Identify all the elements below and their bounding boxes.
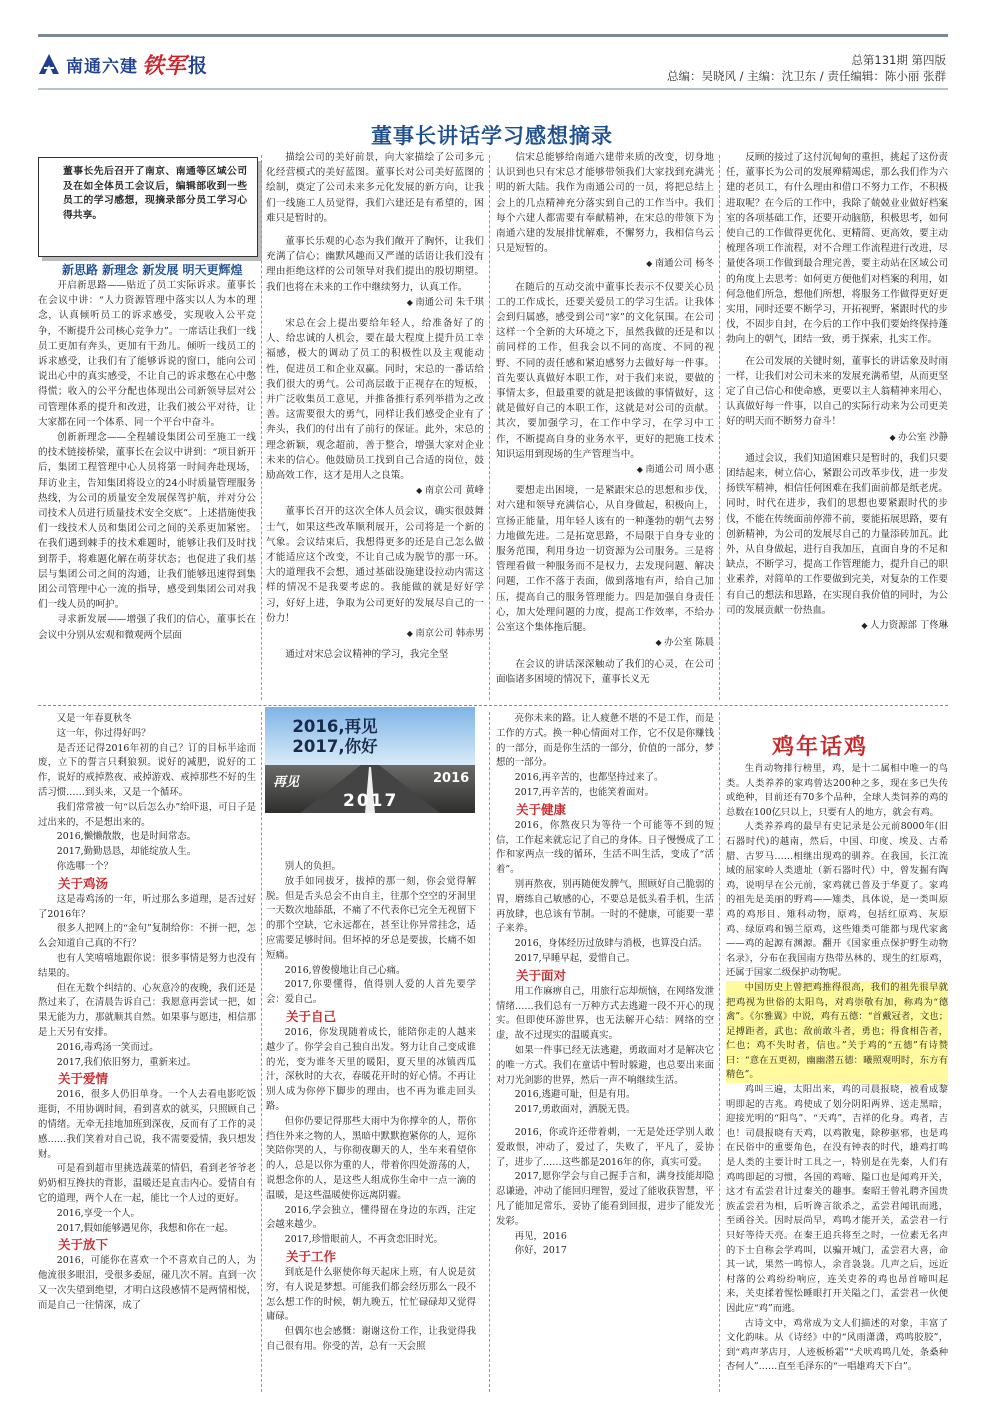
lower-column-4 bbox=[726, 762, 948, 1392]
banner-title-line: 2017,你好 bbox=[292, 737, 378, 756]
byline: ◆ 南京公司 韩赤男 bbox=[266, 626, 484, 641]
masthead-suffix: 报 bbox=[188, 54, 208, 77]
byline: ◆ 南京公司 黄峰 bbox=[266, 483, 484, 498]
paragraph: 你好，2017 bbox=[514, 1245, 567, 1257]
top-rule bbox=[38, 34, 948, 37]
subheading: 新思路 新理念 新发展 明天更辉煌 bbox=[62, 263, 243, 277]
highlighted-paragraph: 中国历史上曾把鸡推得很高，我们的祖先很早就把鸡视为世俗的太阳鸟，对鸡崇敬有加，称鸡为“德禽”。《尔雅翼》中说，鸡有五德：“首戴冠者，文也；足搏距者，武也；敌前敢斗者，勇也；得食相告者，仁也；鸡不失时者，信也。”关于鸡的“五德”有诗赞曰：“意在五更初，幽幽潜五德：曦照观明时，东方有精色”。 bbox=[726, 981, 948, 1083]
column-4 bbox=[726, 150, 948, 702]
paragraph: 这是毒鸡汤的一年，听过那么多道理，是否过好了2016年？ bbox=[38, 893, 256, 920]
column-2 bbox=[266, 150, 484, 700]
paragraph: 但你仍要记得那些大雨中为你撑伞的人，帮你挡住外来之物的人，黑暗中默默抱紧你的人，逗你笑陪你哭的人，与你彻夜聊天的人，坐车来看望你的人，总是以你为重的人，带着你四处游荡的人，说想念你的人，是这些人组成你生命中一点一滴的温暖，是这些温暖使你远离阴霾。 bbox=[266, 1115, 476, 1201]
paragraph: 要想走出困境，一是紧跟宋总的思想和步伐，对六建和领导充满信心，从自身做起，积极向上，宣扬正能量，用年轻人该有的一种蓬勃的朝气去努力地做先进。二是拓宽思路，不局限于自身专业的服务范围，利用身边一切资源为公司服务。三是将管理看做一种服务而不是权力，去发现问题、解决问题，工作不落于表面，做到落地有声，给自己加压，提高自己的服务管理能力。四是加强自身责任心，加大处理问题的力度，提高工作效率，不给办公室这个集体拖后腿。 bbox=[496, 485, 714, 634]
paragraph: 我们常常被一句“以后怎么办”给吓退，可日子是过出来的，不是想出来的。 bbox=[38, 801, 256, 828]
paragraph: 可是看到超市里挑选蔬菜的情侣，看到老爷爷老奶奶相互搀扶的背影，温暖还是直击内心。爱情自有它的道理，两个人在一起，能比一个人过的更好。 bbox=[38, 1163, 256, 1204]
new-year-banner bbox=[265, 707, 475, 813]
byline: ◆ 南通公司 周小惠 bbox=[496, 462, 714, 477]
lower-column-1 bbox=[38, 712, 256, 1392]
paragraph: 2016,曾俊傻地让自己心痛。 bbox=[284, 964, 406, 976]
paragraph: 2016,再辛苦的，也都坚持过来了。 bbox=[514, 772, 664, 784]
paragraph: 这一年，你过得好吗？ bbox=[56, 727, 151, 739]
paragraph: 2016,毒鸡汤一笑而过。 bbox=[56, 1041, 159, 1053]
paragraph: 2017,再辛苦的，也能笑着面对。 bbox=[514, 786, 655, 798]
paragraph: 古诗文中，鸡常成为文人们描述的对象，丰富了文化韵味。从《诗经》中的“风雨潇潇，鸡鸣胶胶”，到“鸡声茅店月，人迹板桥霜”“犬吠鸡鸣几处，条桑种杏何人”……直至毛泽东的“一唱雄鸡天下白”。 bbox=[726, 1317, 948, 1373]
paragraph: 2017,珍惜眼前人，不再贪恋旧时光。 bbox=[284, 1234, 443, 1246]
section-heading: 关于健康 bbox=[516, 801, 567, 817]
issue-number: 总第131期 第四版 bbox=[851, 53, 946, 67]
column-divider bbox=[719, 712, 720, 1392]
paragraph: 别再熬夜，别再随便发脾气，照顾好自己脆弱的胃，磨练自己敏感的心，不要总是低头看手机，生活再放肆，也总该有节制。一时的不健康，可能要一辈子来养。 bbox=[496, 878, 714, 935]
section-title: 鸡年话鸡 bbox=[771, 735, 868, 760]
section-heading: 关于自己 bbox=[286, 1008, 337, 1024]
column-divider bbox=[261, 712, 262, 1392]
intro-box bbox=[38, 157, 258, 257]
byline: ◆ 南通公司 杨冬 bbox=[496, 256, 714, 271]
road-text-left: 再见 bbox=[273, 775, 300, 790]
paragraph: 开启新思路——贴近了员工实际诉求。董事长在会议中讲：“人力资源管理中落实以人为本的理念，认真倾听员工的诉求感受，实现收入公平竞争，不断提升公司核心竞争力”。一席话让我们一线员工更加有奔头，更加有干劲儿。倾听一线员工的诉求感受，让我们有了能够诉说的窗口，能向公司说出心中的真实感受，不让自己的诉求憋在心中憋得慌；收入的公平分配也体现出公司新领导层对公司管理体系的提升和改进，让我们被公平对待，让大家都在同一个体系、同一个平台中奋斗。 bbox=[38, 280, 256, 428]
road-text-year: 2017 bbox=[343, 791, 399, 811]
paragraph: 2017,勇敢面对，洒脱无畏。 bbox=[514, 1104, 636, 1116]
masthead-accent: 铁军 bbox=[142, 52, 187, 79]
masthead bbox=[38, 48, 207, 80]
paragraph: 创新新理念——全程辅设集团公司至施工一线的技术链接桥梁，董事长在会议中讲到：“项目新开后，集团工程管理中心人员将第一时间奔赴现场，拜访业主，告知集团将设立的24小时质量管理服务热线，为公司的质量安全发展保驾护航，并对分公司技术人员进行质量技术安全交底”。上述措施使我们一线技术人员和集团公司之间的关系更加紧密。在我们遇到棘手的技术难题时，能够让我们及时找到帮手，将难题化解在萌芽状态；也促进了我们基层与集团公司之间的沟通，让我们能够迅速得到集团公司管理中心一流的指导，感受到集团公司对我们一线人员的呵护。 bbox=[38, 432, 256, 611]
column-divider bbox=[489, 712, 490, 1392]
paragraph: 鸡叫三遍，太阳出来，鸡的司晨报晓，被看成黎明即起的吉兆。鸡使成了划分阴阳两界、送走黑暗，迎接光明的“阳鸟”、“天鸡”，吉祥的化身。鸡者，吉也！司晨报晓有天鸡，以鸡散鬼，除秽驱邪，也是鸡在民俗中的重要角色，在没有钟表的时代，雄鸡打鸣是人类的主要计时工具之一，特别是在先秦，人们有鸡鸣即起的习惯，各国的鸡啼、隘口也是闻鸡开关，这才有孟尝君计过秦关的趣事。秦昭王曾礼聘齐国贵族孟尝君为相，后听谗言欲杀之，孟尝君闻讯而逃，至函谷关。因时辰尚早，鸡鸣才能开关，孟尝君一行只好等待天亮。在秦王追兵将至之时，一位素无名声的下士自称会学鸡叫，以骗开城门，孟尝君大喜，命其一试，果然一鸣惊人，余音袅袅。几声之后，远近村落的公鸡纷纷响应，连关吏养的鸡也昂首啼叫起来，关吏揉着惺忪睡眼打开关隘之门，孟尝君一伙便因此应“鸡”而逃。 bbox=[726, 1084, 948, 1314]
banner-title bbox=[265, 717, 405, 757]
paragraph: 2016，很多人仍旧单身。一个人去看电影吃饭逛街，不用协调时间，看到喜欢的就买，只照顾自己的情绪。无牵无挂地加班到深夜，反而有了工作的灵感……我们笑着对自己说，我不需要爱情，我只想发财。 bbox=[38, 1089, 256, 1160]
paragraph: 是否还记得2016年初的自己？订的目标半途而废，立下的誓言只剩狼狈。说好的减肥，说好的工作，说好的戒掉熬夜、戒掉游戏、戒掉那些不好的生活习惯……到头来，又是一个循环。 bbox=[38, 742, 256, 798]
section-heading: 关于鸡汤 bbox=[58, 875, 109, 891]
paragraph: 描绘公司的美好前景，向大家描绘了公司多元化经营模式的美好蓝图。董事长对公司美好蓝图的绘制，奠定了公司未来多元化发展的新方向，让我们一线施工人员觉得，我们六建还是有希望的，困难只是暂时的。 bbox=[266, 152, 484, 224]
paragraph: 通过会议，我们知道困难只是暂时的，我们只要团结起来，树立信心，紧跟公司改革步伐，进一步发扬铁军精神，相信任何困难在我们面前都是纸老虎。同时，时代在进步，我们的思想也要紧跟时代的步伐，不能在传统面前停滞不前，要能拓展思路，要有创新精神，为公司的发展尽自己的力量添砖加瓦。此外，从自身做起，进行自我加压，直面自身的不足和缺点，不断学习，提高工作管理能力，提升自己的职业素养，对简单的工作要做到完美，对复杂的工作要有自己的想法和思路，在实现自我价值的同时，为公司的发展贡献一份热血。 bbox=[726, 452, 948, 616]
paragraph: 在公司发展的关键时刻，董事长的讲话象及时雨一样，让我们对公司未来的发展充满希望，从而更坚定了自己信心和使命感，更要以主人翁精神来用心、认真做好每一件事，以自己的实际行动来为公司更美好的明天而不断努力奋斗！ bbox=[726, 355, 948, 428]
paragraph: 2017,我们依旧努力，重新来过。 bbox=[56, 1056, 197, 1068]
paragraph: 在会议的讲话深深触动了我们的心灵，在公司面临诸多困境的情况下，董事长义无 bbox=[496, 658, 714, 685]
paragraph: 2016,懒懒散散，也是时间常态。 bbox=[56, 831, 197, 843]
byline: ◆ 人力资源部 丁佟琳 bbox=[726, 618, 948, 633]
paragraph: 别人的负担。 bbox=[284, 861, 342, 872]
paragraph: 信宋总能够给南通六建带来质的改变，切身地认识到也只有宋总才能够带领我们大家找到充满光明的新大陆。我作为南通公司的一员，将把总结上会上的几点精神充分落实到自己的工作当中。我们每个六建人都需要有奉献精神，在宋总的带领下为南通六建的发展排忧解难，不懈努力，我相信乌云只是短暂的。 bbox=[496, 152, 714, 255]
paragraph: 2016，你发现随着成长，能陪你走的人越来越少了。你学会自己独自出发。努力让自己变成谁的光，变为谁冬天里的暖阳，夏天里的冰镇西瓜汁，深秋时的大衣，春暖花开时的好心情。不再让别人成为你停下脚步的理由，也不再为谁走回头路。 bbox=[266, 1026, 476, 1112]
paragraph: 放手如同拔牙，拔掉的那一刻，你会觉得解脱。但是舌头总会不由自主，往那个空空的牙洞里一天数次地舔舐，不痛了不代表你已完全无视留下的那个空缺，它永远都在，甚至让你异常挂念，适应需要足够时间。但坏掉的牙总是要拔，长痛不如短痛。 bbox=[266, 875, 476, 961]
paragraph: 2017,愿你学会与自己握手言和，满身技能却隐忍谦逊，冲动了能回归理智，爱过了能收获智慧，平凡了能加足常乐，妥协了能看到回报，进步了能发光发彩。 bbox=[496, 1171, 714, 1227]
paragraph: 2016，可能你在喜欢一个不喜欢自己的人，为他流很多眼泪，受很多委屈，碰几次不屑。直到一次又一次失望到绝望，才明白这段感情不是两情相悦，而是自己一往情深，成了 bbox=[38, 1255, 256, 1311]
byline: ◆ 办公室 陈晨 bbox=[496, 635, 714, 650]
paragraph: 再见，2016 bbox=[514, 1230, 567, 1242]
paragraph: 很多人把网上的“金句”复制给你：不拼一把，怎么会知道自己真的不行？ bbox=[38, 923, 256, 950]
company-logo-icon bbox=[38, 53, 60, 75]
paragraph: 董事长乐观的心态为我们敞开了胸怀，让我们充满了信心；幽默风趣而又严谨的话语让我们没有理由拒绝这样的公司领导对我们提出的殷切期望。我们也将在未来的工作中继续努力，认真工作。 bbox=[266, 236, 484, 293]
editors-line: 总编：吴晓风 / 主编：沈卫东 / 责任编辑：陈小丽 张群 bbox=[666, 69, 946, 83]
paragraph: 2016,逃避可耻，但是有用。 bbox=[514, 1089, 636, 1101]
paragraph: 2016,学会独立，懂得留在身边的东西，注定会越来越少。 bbox=[266, 1204, 476, 1231]
banner-title-line: 2016,再见 bbox=[292, 717, 378, 736]
lower-column-3 bbox=[496, 712, 714, 1392]
page-title: 董事长讲话学习感想摘录 bbox=[371, 124, 613, 148]
paragraph: 2016，你熬夜只为等待一个可能等不到的短信，工作起来就忘记了自己的身体。日子慢慢成了工作和家两点一线的循环，生活不叫生活，变成了“活着”。 bbox=[496, 819, 714, 876]
byline: ◆ 办公室 沙静 bbox=[726, 430, 948, 445]
paragraph: 但偶尔也会感慨：谢谢这份工作，让我觉得我自己很有用。你受的苦，总有一天会照 bbox=[266, 1326, 476, 1352]
paragraph: 生肖动物排行榜里，鸡，是十二属相中唯一的鸟类。人类养养的家鸡曾达200种之多，现在多已失传或绝种，目前还有70多个品种，全球人类饲养的鸡的总数在100亿只以上，只要有人的地方，就会有鸡。 bbox=[726, 763, 948, 818]
paragraph: 通过对宋总会议精神的学习，我完全坚 bbox=[285, 649, 449, 661]
paragraph: 2016，你或许还带着刺，一无是处还学别人敢爱敢恨，冲动了，爱过了，失败了，平凡了，妥协了，进步了……这些都是2016年的你，真实可爱。 bbox=[496, 1126, 714, 1168]
paragraph: 用工作麻痹自己，用旅行忘却烦恼，在网络发泄情绪……我们总有一万种方式去逃避一段不开心的现实。但即使环游世界，也无法解开心结：网络的空虚，故不过现实的温暖真实。 bbox=[496, 985, 714, 1042]
paragraph: 反顾的接过了这付沉甸甸的重担，挑起了这份责任，董事长为公司的发展殚精竭虑，那么我们作为六建的老员工，有什么理由和借口不努力工作，不积极进取呢？在今后的工作中，我除了兢兢业业做好档案室的各项基础工作，还要开动脑筋，积极思考，如何使自己的工作做得更优化、更精简、更高效，要主动梳理各项工作流程，对不合理工作流程进行改进，尽量使各项工作做到最合理完善，要主动站在区域公司的角度上去思考：如何更方便他们对档案的利用，如何急他们所急，想他们所想，将服务工作做得更好更实用，同时还要不断学习，开拓视野，紧跟时代的步伐，不固步自封，在今后的工作中我们要始终保持蓬勃向上的朝气，团结一致，勇于探索，扎实工作。 bbox=[726, 152, 948, 346]
paragraph: 你选哪一个？ bbox=[56, 860, 114, 872]
intro-text: 董事长先后召开了南京、南通等区域公司及在如全体员工会议后，编辑部收到一些员工的学习感想，现摘录部分员工学习心得共享。 bbox=[63, 166, 247, 221]
column-divider bbox=[489, 155, 490, 700]
paragraph: 但在无数个纠结的、心灰意冷的夜晚，我们还是熬过来了，在清晨告诉自己：我愿意再尝试一把，如果无能为力，那就顺其自然。如果事与愿违，相信那是上天另有安排。 bbox=[38, 982, 256, 1038]
paragraph: 董事长召开的这次全体人员会议，确实很鼓舞士气，如果这些改革顺利展开，公司将是一个新的气象。会议结束后，我想得更多的还是自己怎么做才能适应这个改变，不让自己成为脱节的那一环。大的道理我不会想，通过基础设施建设拉动内需这样的情况不是我要考虑的。我能做的就是好好学习，好好上进，争取为公司更好的发展尽自己的一份力！ bbox=[266, 506, 484, 624]
paragraph: 又是一年春夏秋冬 bbox=[56, 713, 132, 724]
road-text-right: 2016 bbox=[433, 771, 470, 786]
paragraph: 也有人笑嘻嘻地跟你说：很多事情是努力也没有结果的。 bbox=[38, 952, 256, 979]
paragraph: 2017,你要懂得，值得别人爱的人首先要学会：爱自己。 bbox=[266, 979, 476, 1006]
section-heading: 关于工作 bbox=[286, 1248, 337, 1264]
paragraph: 2016,享受一个人。 bbox=[56, 1207, 140, 1219]
paragraph: 2017,假如能够遇见你，我想和你在一起。 bbox=[56, 1222, 234, 1234]
paragraph: 人类养养鸡的最早有史记录是公元前8000年(旧石器时代)的越南，然后，中国、印度、埃及、古希腊、古罗马……相继出现鸡的驯养。在我国，长江流域的屈家岭人类遗址（新石器时代）中，曾发掘有陶鸡，说明早在公元前，家鸡就已普及于华夏了。家鸡的祖先是美丽的野鸡——雉类，具体说，是一类叫原鸡的鸡形目、雉科动物，原鸡，包括红原鸡、灰原鸡、绿原鸡和锡兰原鸡，这些雉类可能都与现代家禽——鸡的起源有渊源。翻开《国家重点保护野生动物名录》，分布在我国南方热带丛林的、现生的红原鸡，还属于国家二级保护动物呢。 bbox=[726, 821, 948, 979]
byline: ◆ 南通公司 朱千琪 bbox=[266, 295, 484, 310]
column-divider bbox=[261, 155, 262, 700]
paragraph: 亮你未来的路。让人疲惫不堪的不是工作，而是工作的方式。换一种心情面对工作，它不仅是你赚钱的一部分，而是你生活的一部分，价值的一部分，梦想的一部分。 bbox=[496, 713, 714, 769]
masthead-name: 南通六建 bbox=[66, 56, 138, 77]
paragraph: 如果一件事已经无法逃避，勇敢面对才是解决它的唯一方式。我们在童话中暂时躲避，也总要出来面对刀光剑影的世界，然后一声不响继续生活。 bbox=[496, 1044, 714, 1086]
paragraph: 2017,勤勤恳恳，却能绽放人生。 bbox=[56, 846, 197, 858]
paragraph: 寻求新发展——增强了我们的信心，董事长在会议中分别从宏观和微观两个层面 bbox=[38, 614, 256, 641]
lower-column-2 bbox=[266, 860, 476, 1392]
masthead-rule bbox=[38, 88, 948, 90]
section-divider bbox=[38, 705, 948, 706]
column-1 bbox=[38, 262, 256, 700]
section-heading: 关于面对 bbox=[516, 967, 567, 983]
section-heading: 关于放下 bbox=[58, 1237, 109, 1253]
paragraph: 2017,早睡早起，爱惜自己。 bbox=[514, 952, 636, 964]
paragraph: 到底是什么驱使你每天起床上班，有人说是贫穷，有人说是梦想。可能我们都会经历那么一段不怎么想工作的时候，朝九晚五，忙忙碌碌却又觉得庸碌。 bbox=[266, 1266, 476, 1323]
paragraph: 在随后的互动交流中董事长表示不仅要关心员工的工作成长，还要关爱员工的学习生活。让我体会到归属感，感受到公司“家”的文化氛围。在公司这样一个全新的大环境之下，虽然我做的还是和以前同样的工作，但我会以不同的高度、不同的视野、不同的责任感和紧迫感努力去做好每一件事。首先要认真做好本职工作，对于我们来说，要做的事情太多，但最重要的就是把该做的事情做好，这就是做好自己的本职工作，这就是对公司的贡献。其次，要加强学习，在工作中学习，在学习中工作，不断提高自身的业务水平，更好的把施工技术知识运用到现场的生产管理当中。 bbox=[496, 281, 714, 460]
paragraph: 2016，身体经历过放肆与消极，也算没白活。 bbox=[514, 938, 708, 950]
column-3 bbox=[496, 150, 714, 700]
section-heading: 关于爱情 bbox=[58, 1071, 109, 1087]
paragraph: 宋总在会上提出要给年轻人，给准备好了的人、给忠诚的人机会，要在最大程度上提升员工幸福感，极大的调动了员工的积极性以及主观能动性，促进员工和企业双赢。同时，宋总的一番话给我们很大的勇气。公司高层敢于正视存在的短板，并广泛收集员工意见，并推备推行系列举措为之改善。这需要很大的勇气，同样让我们感受企业有了奔头，我们的付出有了前行的保证。此外，宋总的理念新颖，观念超前，善于整合，增强大家对企业未来的信心。他鼓励员工找到自己合适的岗位，鼓励高效工作，这才是用人之良策。 bbox=[266, 318, 484, 482]
column-divider bbox=[719, 155, 720, 700]
